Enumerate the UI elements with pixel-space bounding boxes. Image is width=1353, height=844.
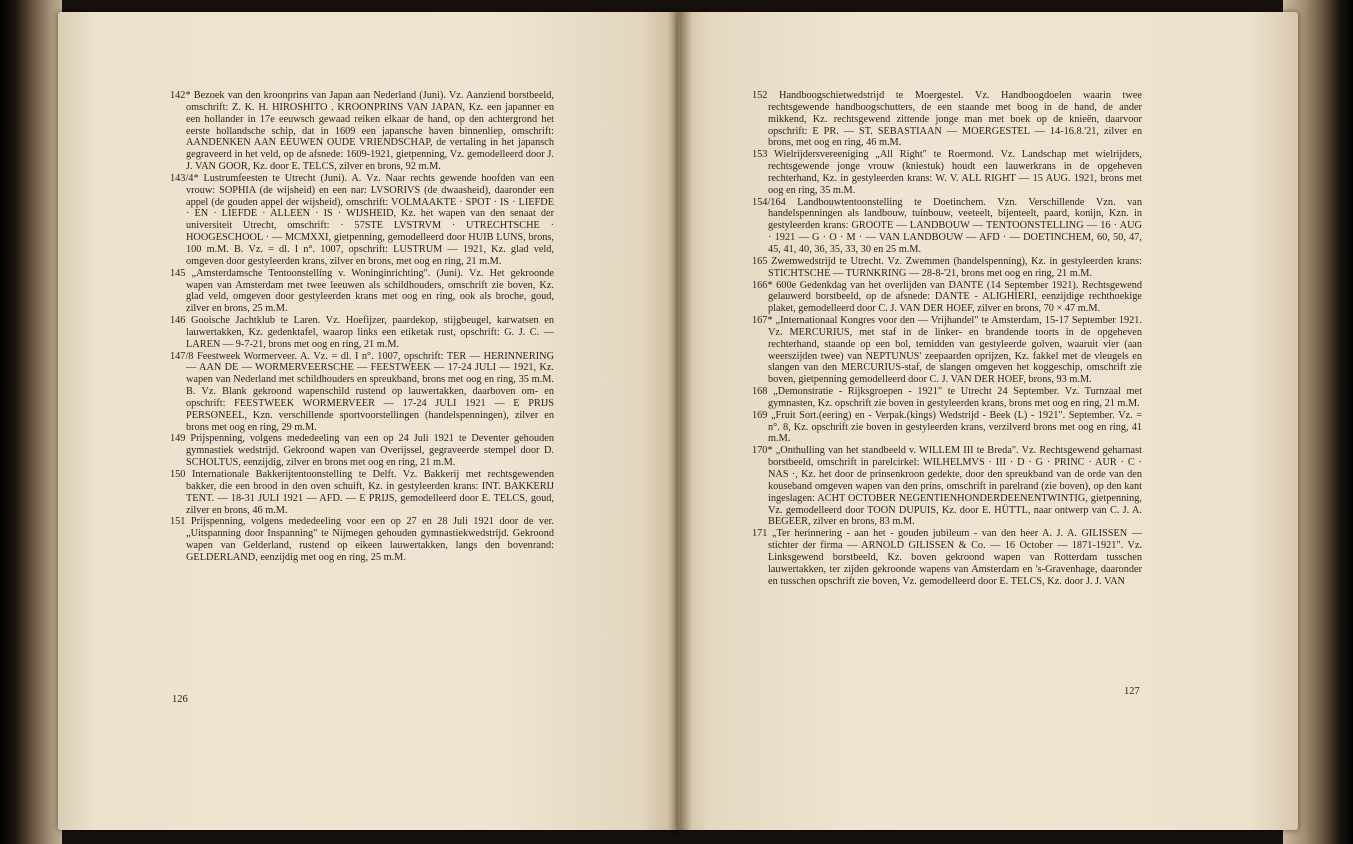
page-number-right: 127: [1124, 686, 1140, 697]
entry-147-8: 147/8 Feestweek Wormerveer. A. Vz. = dl. I n°. 1007, opschrift: TER — HERINNERING — AAN DE — WORMERVEERSCHE — FEESTWEEK — 17-24 JULI — 1921, Kz. wapen van Nederland met schildhouders en spreukband, brons met oog en ring, 35 m.M. B. Vz. Blank gekroond wapenschild rustend op lauwertakken, daarboven om- en opschrift: FEESTWEEK WORMERVEER — 17-24 JULI 1921 — E PRIJS PERSONEEL, Kzn. verschillende sportvoorstellingen (handelspenningen), zilver en brons met oog en ring, 29 m.M.: [170, 350, 554, 433]
entry-154-164: 154/164 Landbouwtentoonstelling te Doetinchem. Vzn. Verschillende Vzn. van handelspenningen als landbouw, tuinbouw, veeteelt, bijenteelt, paard, konijn, Kzn. in gestyleerden krans: GROOTE — LANDBOUW — TENTOONSTELLING — 16 · AUG · 1921 — G · O · M · — VAN LANDBOUW — AFD · — DOETINCHEM, 60, 50, 47, 45, 41, 40, 36, 35, 33, 30 en 25 m.M.: [752, 196, 1142, 255]
entry-167: 167* „Internationaal Kongres voor den — Vrijhandel" te Amsterdam, 15-17 September 1921. Vz. MERCURIUS, met staf in de linker- en brandende toorts in de opgeheven rechterhand, staande op een bol, temidden van gestyleerde golven, waaruit vier (aan weerszijden twee) van NEPTUNUS' zeepaarden oprijzen, Kz. fakkel met de vleugels en slangen van den MERCURIUS-staf, de slangen omgeven het koggeschip, omschrift zie boven, gietpenning gemodelleerd door C. J. VAN DER HOEF, brons, 93 m.M.: [752, 315, 1142, 386]
entry-152: 152 Handboogschietwedstrijd te Moergestel. Vz. Handboogdoelen waarin twee rechtsgewende handboogschutters, de een staande met boog in de hand, de ander mikkend, Kz. rechtsgewend zittende jonge man met boek op de knieën, daarvoor opschrift: E PR. — ST. SEBASTIAAN — MOERGESTEL — 14-16.8.'21, zilver en brons, met oog en ring, 46 m.M.: [752, 90, 1142, 149]
entry-146: 146 Gooische Jachtklub te Laren. Vz. Hoefijzer, paardekop, stijgbeugel, karwatsen en lauwertakken, Kz. gedenktafel, waarop links een etiketak rust, opschrift: G. J. C. — LAREN — 9-7-21, brons met oog en ring, 21 m.M.: [170, 315, 554, 350]
entry-165: 165 Zwemwedstrijd te Utrecht. Vz. Zwemmen (handelspenning), Kz. in gestyleerden krans: STICHTSCHE — TURNKRING — 28-8-'21, brons met oog en ring, 21 m.M.: [752, 255, 1142, 279]
entry-169: 169 „Fruit Sort.(eering) en - Verpak.(kings) Wedstrijd - Beek (L) - 1921". September. Vz. = n°. 8, Kz. opschrift zie boven in gestyleerden krans, verzilverd brons met oog en ring, 41 m.M.: [752, 409, 1142, 445]
entry-143-4: 143/4* Lustrumfeesten te Utrecht (Juni). A. Vz. Naar rechts gewende hoofden van een vrouw: SOPHIA (de wijsheid) en een nar: LVSORIVS (de dwaasheid), daaronder een appel (de gouden appel der wijsheid), omschrift: VOLMAAKTE · SPOT · IS · LIEFDE · EN · LIEFDE · ALLEEN · IS · WIJSHEID, Kz. het wapen van den senaat der universiteit Utrecht, omschrift: · 57STE LVSTRVM · UTRECHTSCHE · HOOGESCHOOL · — MCMXXI, gietpenning, gemodelleerd door HUIB LUNS, brons, 100 m.M. B. Vz. = dl. I n°. 1007, opschrift: LUSTRUM — 1921, Kz. glad veld, omgeven door gestyleerden krans, zilver en brons, met oog en ring, 21 m.M.: [170, 172, 554, 267]
right-page-text: [752, 90, 1142, 587]
entry-151: 151 Prijspenning, volgens mededeeling voor een op 27 en 28 Juli 1921 door de ver. „Uitspanning door Inspanning" te Nijmegen gehouden gymnastiekwedstrijd. Gekroond wapen van Gelderland, rustend op eikeen lauwertakken, langs den bovenrand: GELDERLAND, eenzijdig met oog en ring, 25 m.M.: [170, 516, 554, 563]
page-number-left: 126: [172, 694, 188, 705]
book-gutter: [668, 12, 692, 830]
left-page-text: [170, 90, 554, 564]
entry-166: 166* 600e Gedenkdag van het overlijden van DANTE (14 September 1921). Rechtsgewend gelauwerd borstbeeld, op de afsnede: DANTE - ALIGHIERI, eenzijdige rechthoekige plaket, gemodelleerd door C. J. VAN DER HOEF, zilver en brons, 70 × 47 m.M.: [752, 279, 1142, 315]
entry-168: 168 „Demonstratie - Rijksgroepen - 1921" te Utrecht 24 September. Vz. Turnzaal met gymnasten, Kz. opschrift zie boven in gestyleerden krans, brons met oog en ring, 21 m.M.: [752, 386, 1142, 409]
book-edge-left: [0, 0, 62, 844]
entry-142: 142* Bezoek van den kroonprins van Japan aan Nederland (Juni). Vz. Aanziend borstbeeld, omschrift: Z. K. H. HIROSHITO . KROONPRINS VAN JAPAN, Kz. een japanner en een hollander in 17e eeuwsch gewaad reiken elkaar de hand, op den achtergrond het eerste hollandsche schip, dat in 1609 een japansche haven binnenliep, omschrift: AANDENKEN AAN EEUWEN OUDE VRIENDSCHAP, de vertaling in het japansch gegraveerd in het veld, op de afsnede: 1609-1921, gietpenning, Vz. gemodelleerd door J. J. VAN GOOR, Kz. door E. TELCS, zilver en brons, 92 m.M.: [170, 90, 554, 173]
entry-150: 150 Internationale Bakkerijtentoonstelling te Delft. Vz. Bakkerij met rechtsgewenden bakker, die een brood in den oven schuift, Kz. in gestyleerden krans: INT. BAKKERIJ TENT. — 18-31 JULI 1921 — AFD. — E PRIJS, gemodelleerd door E. TELCS, goud, zilver en brons, 46 m.M.: [170, 469, 554, 516]
entry-153: 153 Wielrijdersvereeniging „All Right" te Roermond. Vz. Landschap met wielrijders, rechtsgewende jonge vrouw (kniestuk) houdt een lauwerkrans in de opgeheven rechterhand, Kz. in gestyleerden krans: W. V. ALL RIGHT — 15 AUG. 1921, brons met oog en ring, 35 m.M.: [752, 149, 1142, 196]
entry-170: 170* „Onthulling van het standbeeld v. WILLEM III te Breda". Vz. Rechtsgewend geharnast borstbeeld, omschrift in parelcirkel: WILHELMVS · III · D · G · PRINC · AUR · C · NAS ·, Kz. het door de prinsenkroon gedekte, door den spreukband van de orde van den kouseband omgeven wapen van den prins, omschrift in parelrand (zie boven), op den kant ingeslagen: ACHT OCTOBER NEGENTIENHONDERDEENENTWINTIG, gietpenning, Vz. gemodelleerd door TOON DUPUIS, Kz. door E. HÜTTL, naar ontwerp van C. J. A. BEGEER, zilver en brons, 83 m.M.: [752, 445, 1142, 528]
entry-149: 149 Prijspenning, volgens mededeeling van een op 24 Juli 1921 te Deventer gehouden gymnastiek wedstrijd. Gekroond wapen van Overijssel, gegraveerde stempel door D. SCHOLTUS, eenzijdig, zilver en brons met oog en ring, 21 m.M.: [170, 433, 554, 469]
entry-171: 171 „Ter herinnering - aan het - gouden jubileum - van den heer A. J. A. GILISSEN — stichter der firma — ARNOLD GILISSEN & Co. — 16 October — 1871-1921". Vz. Linksgewend borstbeeld, Kz. boven gekroond wapen van Rotterdam tusschen lauwertakken, ter zijden gekroonde wapens van Amsterdam en 's-Gravenhage, daaronder en tusschen opschrift zie boven, Vz. gemodelleerd door E. TELCS, Kz. door J. J. VAN: [752, 528, 1142, 587]
entry-145: 145 „Amsterdamsche Tentoonstelling v. Woninginrichting". (Juni). Vz. Het gekroonde wapen van Amsterdam met twee leeuwen als schildhouders, omschrift zie boven, Kz. glad veld, omgeven door gestyleerden krans met oog en ring, ook als broche, goud, zilver en brons, 25 m.M.: [170, 267, 554, 315]
